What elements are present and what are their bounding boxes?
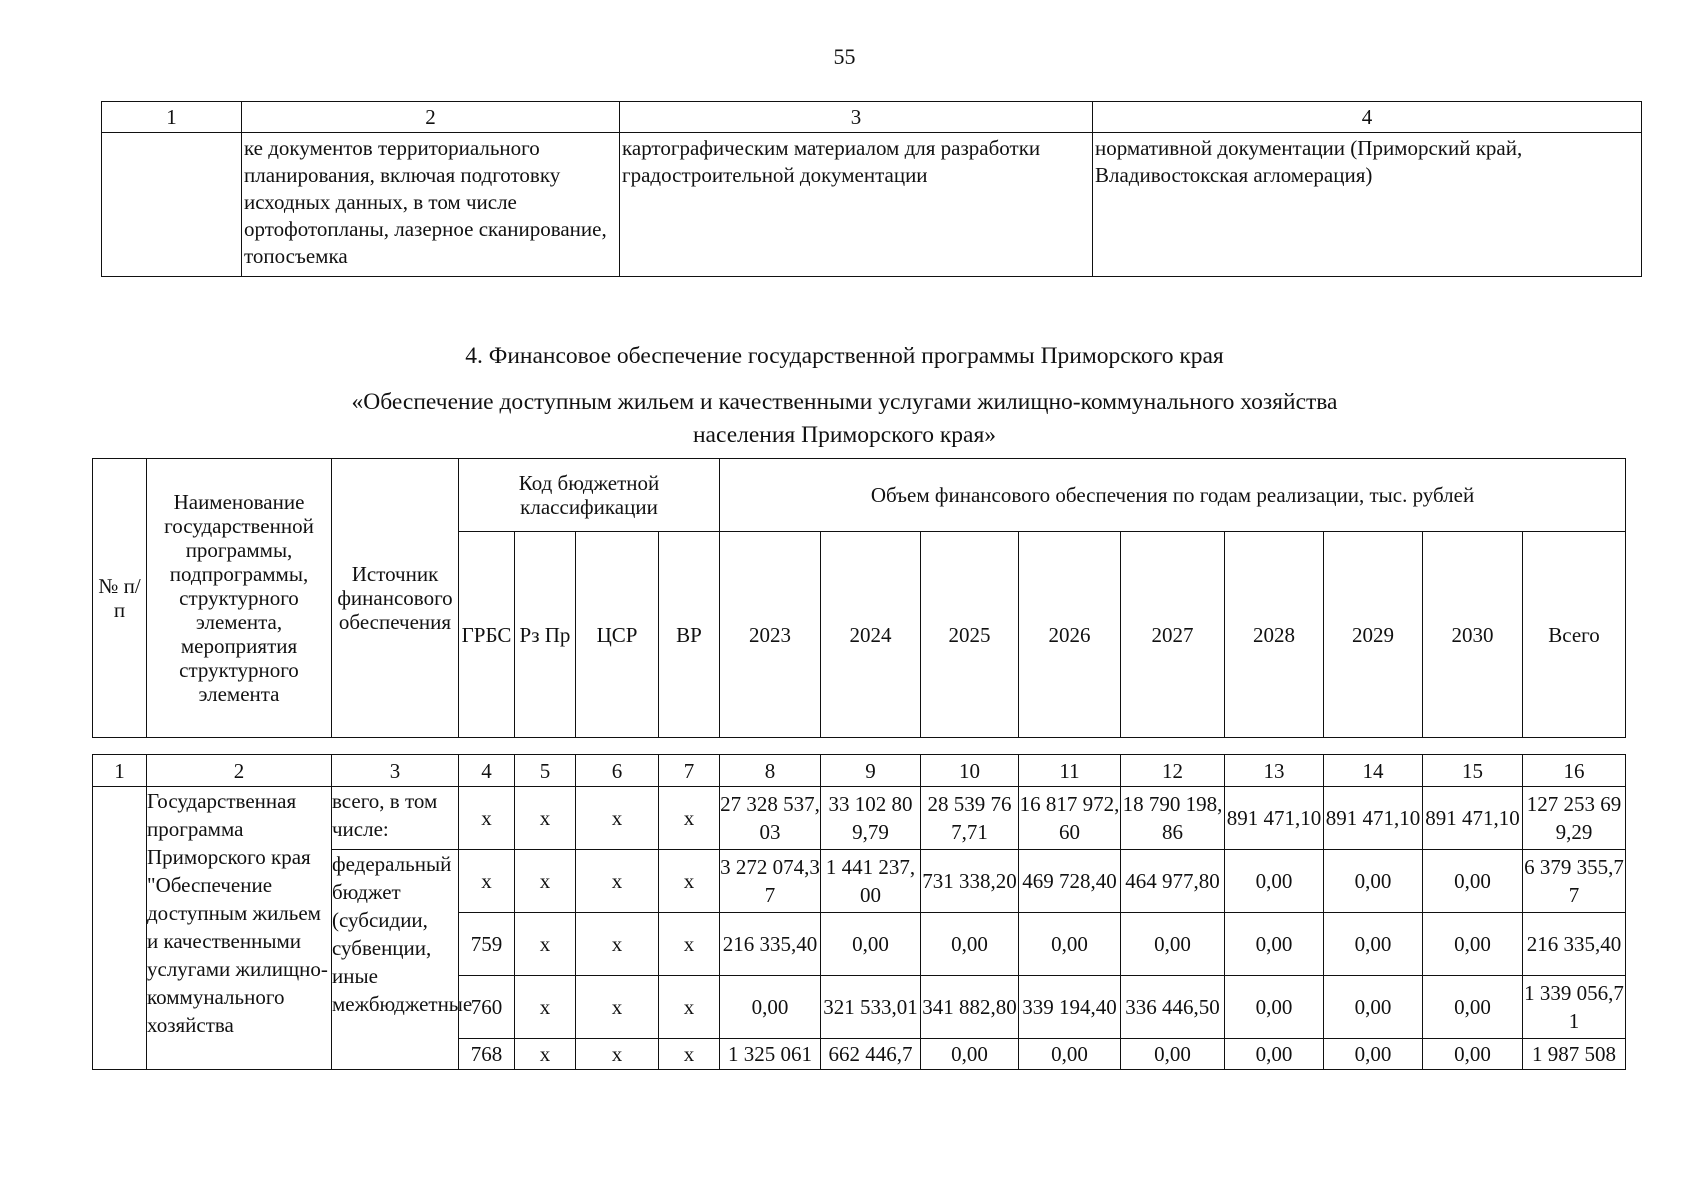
- value-cell: [1019, 787, 1121, 850]
- value-text: 0,00: [1454, 869, 1491, 893]
- section-title: 4. Финансовое обеспечение государственной программы Приморского края: [465, 343, 1224, 369]
- header-year: 2026: [1019, 532, 1121, 738]
- column-number-row: [93, 755, 1626, 787]
- value-cell: [1225, 787, 1324, 850]
- table-cell: нормативной документации (Приморский край, Владивостокская агломерация): [1093, 133, 1642, 277]
- value-cell: [1523, 787, 1626, 850]
- grbs-cell: 760: [459, 976, 515, 1039]
- value-text: 27 328 537,03: [720, 792, 820, 844]
- value-text: 0,00: [1051, 1042, 1088, 1066]
- value-cell: [1523, 976, 1626, 1039]
- section-subtitle-line2: населения Приморского края»: [692, 422, 997, 448]
- rzpr-cell: x: [515, 913, 576, 976]
- header-year: 2024: [821, 532, 921, 738]
- vr-cell: x: [659, 913, 720, 976]
- continuation-header-row: [102, 102, 1642, 133]
- value-cell: [1423, 850, 1523, 913]
- value-text: 0,00: [1154, 932, 1191, 956]
- value-text: 0,00: [852, 932, 889, 956]
- header-year: 2028: [1225, 532, 1324, 738]
- value-cell: [821, 1039, 921, 1070]
- header-source: Источник финансового обеспечения: [332, 459, 459, 738]
- value-text: 1 339 056,71: [1524, 981, 1624, 1033]
- header-num: № п/п: [93, 459, 147, 738]
- value-text: 464 977,80: [1125, 869, 1220, 893]
- value-cell: [720, 850, 821, 913]
- header-vr: ВР: [659, 532, 720, 738]
- value-text: 1 325 061: [728, 1042, 812, 1066]
- column-number-cell: 10: [921, 755, 1019, 787]
- table-row: [93, 787, 1626, 850]
- value-text: 469 728,40: [1022, 869, 1117, 893]
- section-subtitle-line1: «Обеспечение доступным жильем и качественными услугами жилищно-коммунального хозяйства: [351, 389, 1338, 415]
- value-cell: [1324, 850, 1423, 913]
- value-text: 662 446,7: [828, 1042, 913, 1066]
- value-cell: [921, 1039, 1019, 1070]
- value-text: 0,00: [1454, 995, 1491, 1019]
- value-text: 0,00: [1051, 932, 1088, 956]
- csr-cell: x: [576, 787, 659, 850]
- value-cell: [1324, 913, 1423, 976]
- value-cell: [1423, 976, 1523, 1039]
- value-cell: [1121, 913, 1225, 976]
- header-kbk: Код бюджетной классификации: [459, 459, 720, 532]
- value-cell: [1019, 850, 1121, 913]
- header-csr: ЦСР: [576, 532, 659, 738]
- value-cell: [1324, 1039, 1423, 1070]
- value-text: 0,00: [751, 995, 789, 1019]
- value-cell: [1423, 787, 1523, 850]
- header-total: Всего: [1523, 532, 1626, 738]
- value-text: 0,00: [1454, 932, 1491, 956]
- value-text: 0,00: [1354, 1042, 1392, 1066]
- value-text: 0,00: [1255, 1042, 1293, 1066]
- value-cell: [720, 976, 821, 1039]
- csr-cell: x: [576, 850, 659, 913]
- value-text: 891 471,10: [1226, 806, 1322, 830]
- header-cell: 4: [1093, 102, 1642, 133]
- finance-header-table: [92, 458, 1626, 738]
- value-cell: [1225, 850, 1324, 913]
- header-cell: 2: [242, 102, 620, 133]
- value-text: 18 790 198,86: [1122, 792, 1223, 844]
- value-text: 3 272 074,37: [720, 855, 820, 907]
- value-text: 336 446,50: [1125, 995, 1220, 1019]
- value-text: 0,00: [1255, 869, 1293, 893]
- value-text: 0,00: [951, 1042, 988, 1066]
- column-number-cell: 11: [1019, 755, 1121, 787]
- value-cell: [720, 1039, 821, 1070]
- value-cell: [1523, 850, 1626, 913]
- rzpr-cell: x: [515, 850, 576, 913]
- header-cell: 3: [620, 102, 1093, 133]
- header-name: Наименование государственной программы, подпрограммы, структурного элемента, мероприятия структурного элемента: [147, 459, 332, 738]
- value-cell: [1324, 787, 1423, 850]
- value-text: 1 441 237,00: [825, 855, 916, 907]
- column-number-cell: 16: [1523, 755, 1626, 787]
- vr-cell: x: [659, 787, 720, 850]
- value-cell: [1019, 1039, 1121, 1070]
- header-year: 2023: [720, 532, 821, 738]
- value-text: 0,00: [951, 932, 988, 956]
- value-text: 0,00: [1255, 995, 1293, 1019]
- value-text: 0,00: [1154, 1042, 1191, 1066]
- header-rzpr: Рз Пр: [515, 532, 576, 738]
- value-cell: [720, 787, 821, 850]
- value-cell: [720, 913, 821, 976]
- header-cell: 1: [102, 102, 242, 133]
- vr-cell: x: [659, 850, 720, 913]
- row-number-cell: [93, 787, 147, 1070]
- vr-cell: x: [659, 1039, 720, 1070]
- value-cell: [921, 850, 1019, 913]
- column-number-cell: 6: [576, 755, 659, 787]
- column-number-cell: 2: [147, 755, 332, 787]
- value-text: 731 338,20: [922, 869, 1017, 893]
- header-volume: Объем финансового обеспечения по годам реализации, тыс. рублей: [720, 459, 1626, 532]
- value-text: 891 471,10: [1425, 806, 1520, 830]
- column-number-cell: 14: [1324, 755, 1423, 787]
- header-year: 2030: [1423, 532, 1523, 738]
- header-grbs: ГРБС: [459, 532, 515, 738]
- value-cell: [921, 787, 1019, 850]
- column-number-cell: 15: [1423, 755, 1523, 787]
- page-number: 55: [833, 44, 856, 69]
- finance-data-table: [92, 754, 1626, 1070]
- value-text: 127 253 699,29: [1526, 792, 1622, 844]
- value-text: 1 987 508: [1532, 1042, 1616, 1066]
- value-cell: [1121, 976, 1225, 1039]
- rzpr-cell: x: [515, 976, 576, 1039]
- value-text: 339 194,40: [1022, 995, 1117, 1019]
- value-cell: [921, 913, 1019, 976]
- value-cell: [1523, 1039, 1626, 1070]
- grbs-cell: x: [459, 787, 515, 850]
- value-cell: [1121, 1039, 1225, 1070]
- table-cell: ке документов территориального планирования, включая подготовку исходных данных, в том числе ортофотопланы, лазерное сканирование, топосъемка: [242, 133, 620, 277]
- column-number-cell: 12: [1121, 755, 1225, 787]
- value-text: 33 102 809,79: [828, 792, 913, 844]
- value-text: 216 335,40: [722, 932, 818, 956]
- column-number-cell: 4: [459, 755, 515, 787]
- value-text: 28 539 767,71: [927, 792, 1012, 844]
- value-cell: [1121, 850, 1225, 913]
- value-cell: [821, 850, 921, 913]
- grbs-cell: x: [459, 850, 515, 913]
- table-cell: [102, 133, 242, 277]
- value-text: 0,00: [1354, 869, 1392, 893]
- continuation-row: [102, 133, 1642, 277]
- value-cell: [1121, 787, 1225, 850]
- value-text: 6 379 355,77: [1524, 855, 1624, 907]
- source-cell: федеральный бюджет (субсидии, субвенции, иные межбюджетные: [332, 850, 459, 1070]
- value-cell: [1019, 913, 1121, 976]
- value-cell: [821, 976, 921, 1039]
- continuation-table: [101, 101, 1642, 277]
- value-cell: [1324, 976, 1423, 1039]
- header-year: 2025: [921, 532, 1019, 738]
- grbs-cell: 768: [459, 1039, 515, 1070]
- vr-cell: x: [659, 976, 720, 1039]
- value-cell: [821, 913, 921, 976]
- value-cell: [1423, 1039, 1523, 1070]
- value-cell: [1225, 976, 1324, 1039]
- source-cell: всего, в том числе:: [332, 787, 459, 850]
- table-cell: картографическим материалом для разработки градостроительной документации: [620, 133, 1093, 277]
- value-text: 0,00: [1354, 995, 1392, 1019]
- value-cell: [1225, 1039, 1324, 1070]
- header-year: 2029: [1324, 532, 1423, 738]
- program-name-cell: Государственная программа Приморского края "Обеспечение доступным жильем и качественными услугами жилищно-коммунального хозяйства: [147, 787, 332, 1070]
- value-text: 0,00: [1354, 932, 1392, 956]
- value-text: 321 533,01: [823, 995, 918, 1019]
- value-text: 0,00: [1454, 1042, 1491, 1066]
- header-year: 2027: [1121, 532, 1225, 738]
- column-number-cell: 7: [659, 755, 720, 787]
- column-number-cell: 1: [93, 755, 147, 787]
- value-cell: [1225, 913, 1324, 976]
- value-cell: [1523, 913, 1626, 976]
- column-number-cell: 3: [332, 755, 459, 787]
- csr-cell: x: [576, 1039, 659, 1070]
- value-cell: [921, 976, 1019, 1039]
- value-cell: [1019, 976, 1121, 1039]
- value-cell: [821, 787, 921, 850]
- value-text: 216 335,40: [1526, 932, 1622, 956]
- value-text: 16 817 972,60: [1019, 792, 1120, 844]
- value-text: 0,00: [1255, 932, 1293, 956]
- column-number-cell: 5: [515, 755, 576, 787]
- grbs-cell: 759: [459, 913, 515, 976]
- rzpr-cell: x: [515, 1039, 576, 1070]
- column-number-cell: 13: [1225, 755, 1324, 787]
- column-number-cell: 8: [720, 755, 821, 787]
- rzpr-cell: x: [515, 787, 576, 850]
- value-text: 341 882,80: [922, 995, 1017, 1019]
- csr-cell: x: [576, 913, 659, 976]
- value-text: 891 471,10: [1325, 806, 1421, 830]
- csr-cell: x: [576, 976, 659, 1039]
- value-cell: [1423, 913, 1523, 976]
- column-number-cell: 9: [821, 755, 921, 787]
